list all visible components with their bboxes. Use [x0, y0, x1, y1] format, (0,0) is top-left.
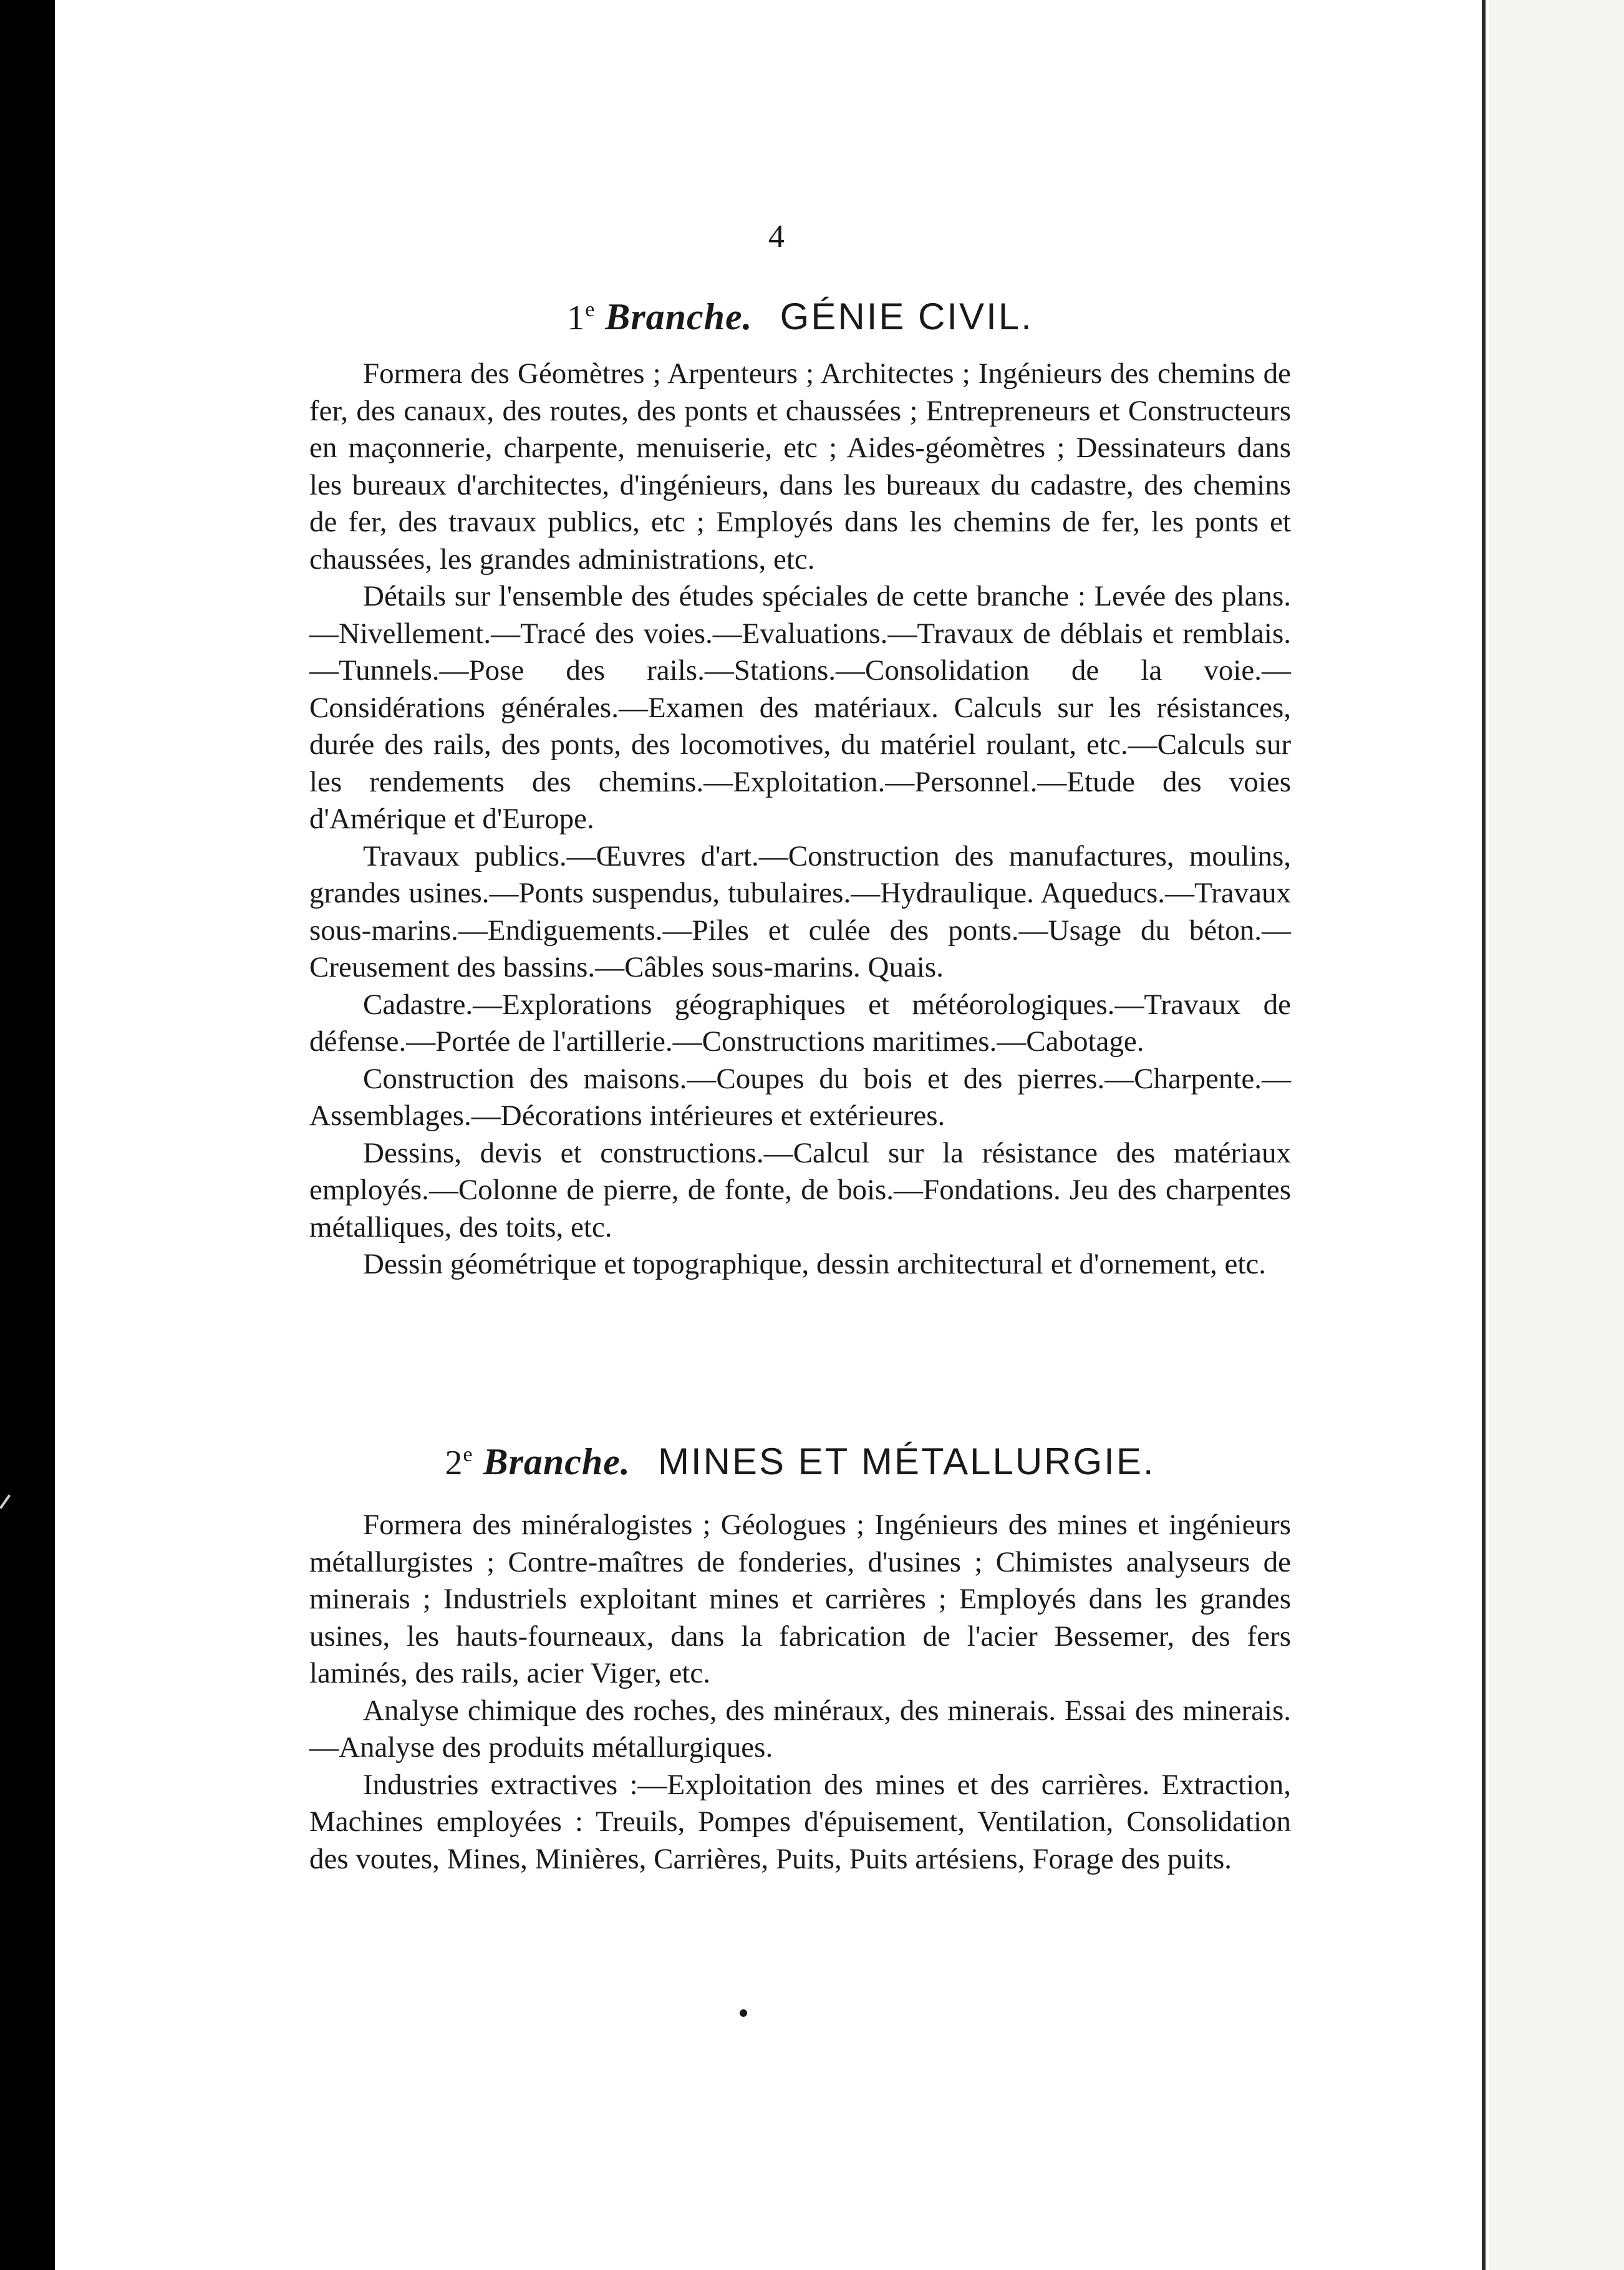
page-number: 4 — [768, 219, 785, 254]
section-ordinal-suffix: e — [463, 1443, 473, 1466]
paragraph: Travaux publics.—Œuvres d'art.—Construction des manufactures, moulins, grandes usines.—Ponts suspendus, tubulaires.—Hydraulique. Aqueducs.—Travaux sous-marins.—Endiguements.—Piles et culée des ponts.—Usage du béton.—Creusement des bassins.—Câbles sous-marins. Quais. — [309, 839, 1291, 983]
paragraph: Formera des Géomètres ; Arpenteurs ; Architectes ; Ingénieurs des chemins de fer, des canaux, des routes, des ponts et chaussées ; Entrepreneurs et Constructeurs en maçonnerie, charpente, menuiserie, etc ; Aides-géomètres ; Dessinateurs dans les bureaux d'architectes, d'ingénieurs, dans les bureaux du cadastre, des chemins de fer, des travaux publics, etc ; Employés dans les chemins de fer, les ponts et chaussées, les grandes administrations, etc. — [309, 357, 1291, 576]
section-ordinal-suffix: e — [585, 298, 596, 321]
printer-dot-mark — [740, 2009, 747, 2017]
section-mines-metallurgie — [309, 1437, 1291, 1878]
branch-label: Branche. — [483, 1441, 631, 1482]
section-heading — [309, 292, 1291, 343]
section-genie-civil — [309, 292, 1291, 1283]
section-heading — [309, 1437, 1291, 1488]
paragraph: Industries extractives :—Exploitation des mines et des carrières. Extraction, Machines employées : Treuils, Pompes d'épuisement, Ventilation, Consolidation des voutes, Mines, Minières, Carrières, Puits, Puits artésiens, Forage des puits. — [309, 1768, 1291, 1875]
paragraph: Construction des maisons.—Coupes du bois et des pierres.—Charpente.—Assemblages.—Décorations intérieures et extérieures. — [309, 1062, 1291, 1132]
adjacent-page-edge — [1489, 0, 1624, 2270]
section-ordinal: 2 — [445, 1444, 463, 1482]
section-ordinal: 1 — [567, 299, 586, 337]
paragraph: Cadastre.—Explorations géographiques et météorologiques.—Travaux de défense.—Portée de l'artillerie.—Constructions maritimes.—Cabotage. — [309, 988, 1291, 1058]
paragraph: Dessins, devis et constructions.—Calcul sur la résistance des matériaux employés.—Colonne de pierre, de fonte, de bois.—Fondations. Jeu des charpentes métalliques, des toits, etc. — [309, 1136, 1291, 1244]
paragraph: Analyse chimique des roches, des minéraux, des minerais. Essai des minerais.—Analyse des produits métallurgiques. — [309, 1694, 1291, 1764]
section-title: MINES ET MÉTALLURGIE. — [657, 1441, 1156, 1482]
paragraph: Dessin géométrique et topographique, dessin architectural et d'ornement, etc. — [363, 1248, 1267, 1280]
section-title: GÉNIE CIVIL. — [780, 296, 1033, 337]
page-fold-line — [1482, 0, 1486, 2270]
branch-label: Branche. — [605, 296, 753, 337]
paragraph: Détails sur l'ensemble des études spéciales de cette branche : Levée des plans.—Nivellement.—Tracé des voies.—Evaluations.—Travaux de déblais et remblais.—Tunnels.—Pose des rails.—Stations.—Consolidation de la voie.—Considérations générales.—Examen des matériaux. Calculs sur les résistances, durée des rails, des ponts, des locomotives, du matériel roulant, etc.—Calculs sur les rendements des chemins.—Exploitation.—Personnel.—Etude des voies d'Amérique et d'Europe. — [309, 580, 1291, 835]
paragraph: Formera des minéralogistes ; Géologues ; Ingénieurs des mines et ingénieurs métallurgistes ; Contre-maîtres de fonderies, d'usines ; Chimistes analyseurs de minerais ; Industriels exploitant mines et carrières ; Employés dans les grandes usines, les hauts-fourneaux, dans la fabrication de l'acier Bessemer, des fers laminés, des rails, acier Viger, etc. — [309, 1509, 1291, 1689]
stray-scan-mark — [0, 1494, 11, 1509]
